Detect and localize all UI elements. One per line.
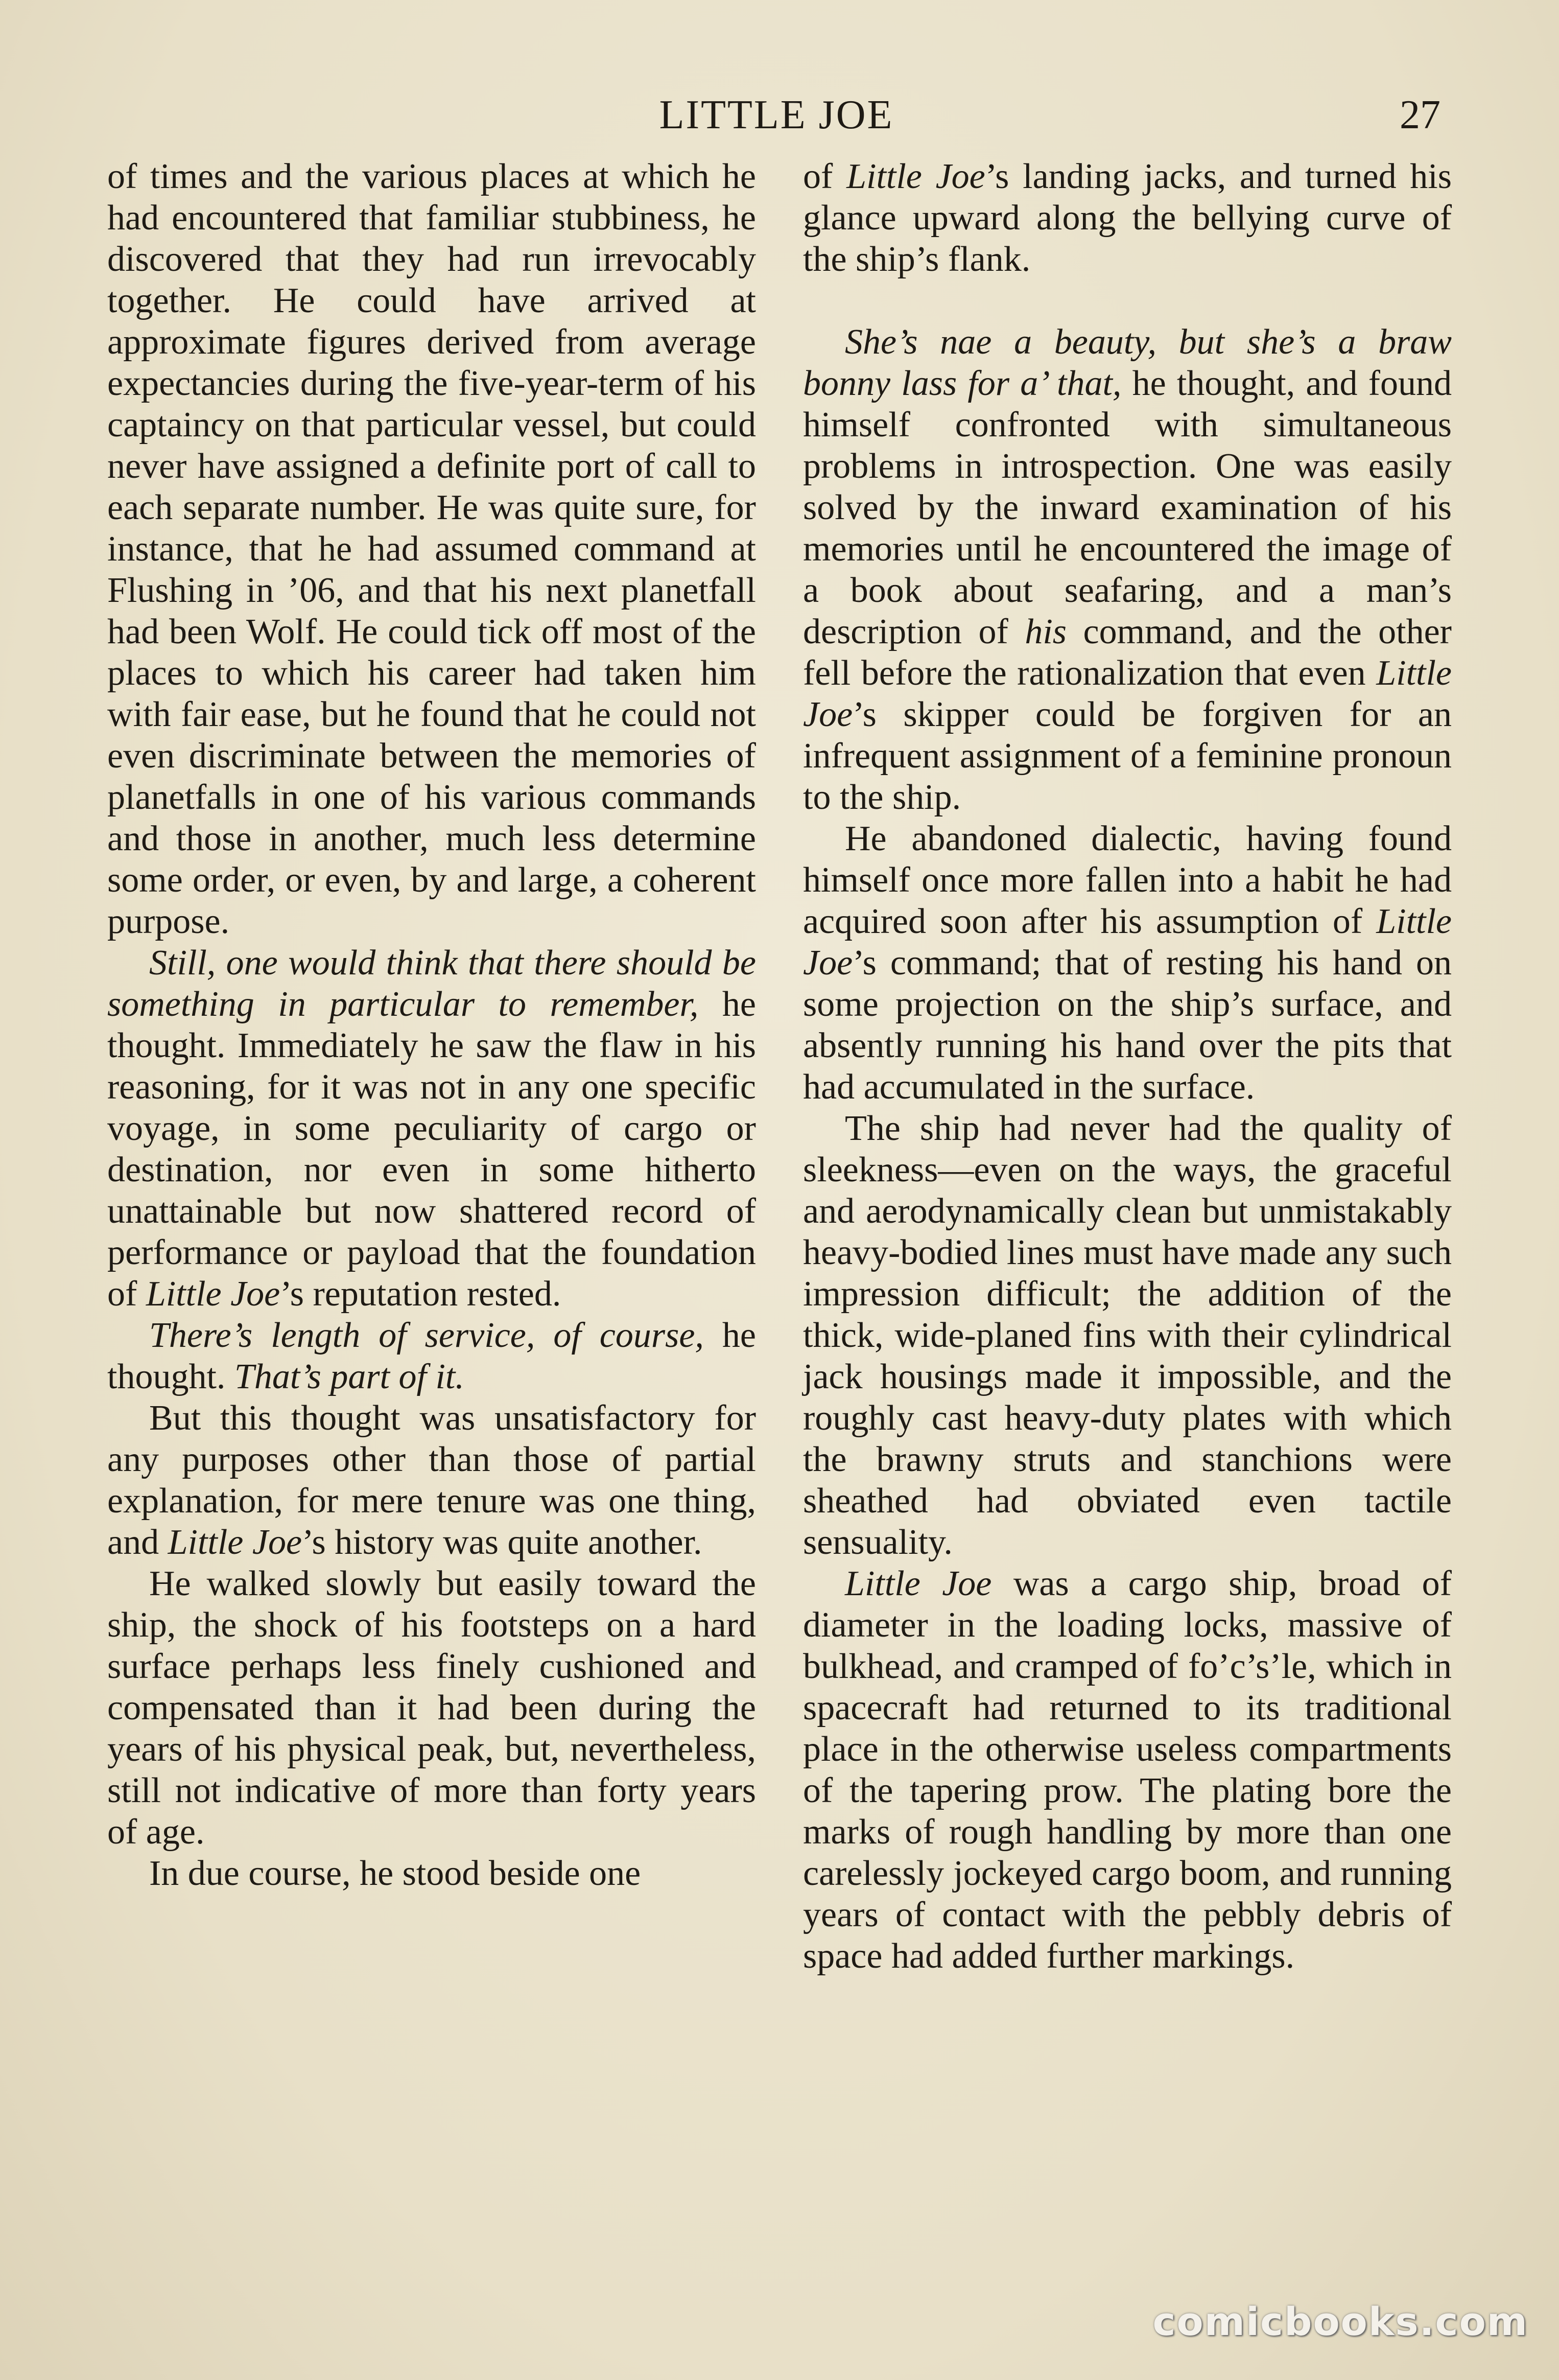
paragraph: of times and the various places at which he had encountered that familiar stubbiness, he discovered that they had run irrevocably together. He could have arrived at approximate figures derived from average expectancies during the five-year-term of his captaincy on that particular vessel, but could never have assigned a definite port of call to each separate number. He was quite sure, for instance, that he had assumed command at Flushing in ’06, and that his next planetfall had been Wolf. He could tick off most of the places to which his career had taken him with fair ease, but he found that he could not even discriminate between the memories of planetfalls in one of his various commands and those in another, much less determine some order, or even, by and large, a coherent purpose. [107, 157, 756, 941]
paragraph: Still, one would think that there should be something in particular to remember, he thought. Immediately he saw the flaw in his reasoning, for it was not in any one specific voyage, in some peculiarity of cargo or destination, nor even in some hitherto unattainable but now shattered record of performance or payload that the foundation of Little Joe’s reputation rested. [107, 943, 756, 1314]
paragraph: He walked slowly but easily toward the ship, the shock of his footsteps on a hard surface perhaps less finely cushioned and compensated than it had been during the years of his physical peak, but, nevertheless, still not indicative of more than forty years of age. [107, 1564, 756, 1852]
site-watermark: comicbooks.com [1152, 2299, 1528, 2344]
page-header [102, 87, 1451, 143]
left-column [107, 156, 756, 1894]
right-column [803, 156, 1452, 1977]
paragraph: The ship had never had the quality of sleekness—even on the ways, the graceful and aerodynamically clean but unmistakably heavy-bodied lines must have made any such impression difficult; the addition of the thick, wide-planed fins with their cylindrical jack housings made it impossible, and the roughly cast heavy-duty plates with which the brawny struts and stanchions were sheathed had obviated even tactile sensuality. [803, 1109, 1452, 1562]
paragraph: But this thought was unsatisfactory for any purposes other than those of partial explanation, for mere tenure was one thing, and Little Joe’s history was quite another. [107, 1398, 756, 1562]
paragraph: Little Joe was a cargo ship, broad of diameter in the loading locks, massive of bulkhead, and cramped of fo’c’s’le, which in spacecraft had returned to its traditional place in the otherwise useless compartments of the tapering prow. The plating bore the marks of rough handling by more than one carelessly jockeyed cargo boom, and running years of contact with the pebbly debris of space had added further markings. [803, 1564, 1452, 1976]
paragraph: of Little Joe’s landing jacks, and turned his glance upward along the bellying curve of the ship’s flank. [803, 157, 1452, 279]
paragraph: In due course, he stood beside one [149, 1854, 641, 1893]
running-title: LITTLE JOE [659, 92, 894, 137]
page-number: 27 [1400, 92, 1440, 137]
paragraph: He abandoned dialectic, having found himself once more fallen into a habit he had acquired soon after his assumption of Little Joe’s command; that of resting his hand on some projection on the ship’s surface, and absently running his hand over the pits that had accumulated in the surface. [803, 819, 1452, 1107]
paragraph: She’s nae a beauty, but she’s a braw bonny lass for a’ that, he thought, and found himself confronted with simultaneous problems in introspection. One was easily solved by the inward examination of his memories until he encountered the image of a book about seafaring, and a man’s description of his command, and the other fell before the rationalization that even Little Joe’s skipper could be forgiven for an infrequent assignment of a feminine pronoun to the ship. [803, 322, 1452, 817]
paragraph: There’s length of service, of course, he thought. That’s part of it. [107, 1316, 756, 1396]
